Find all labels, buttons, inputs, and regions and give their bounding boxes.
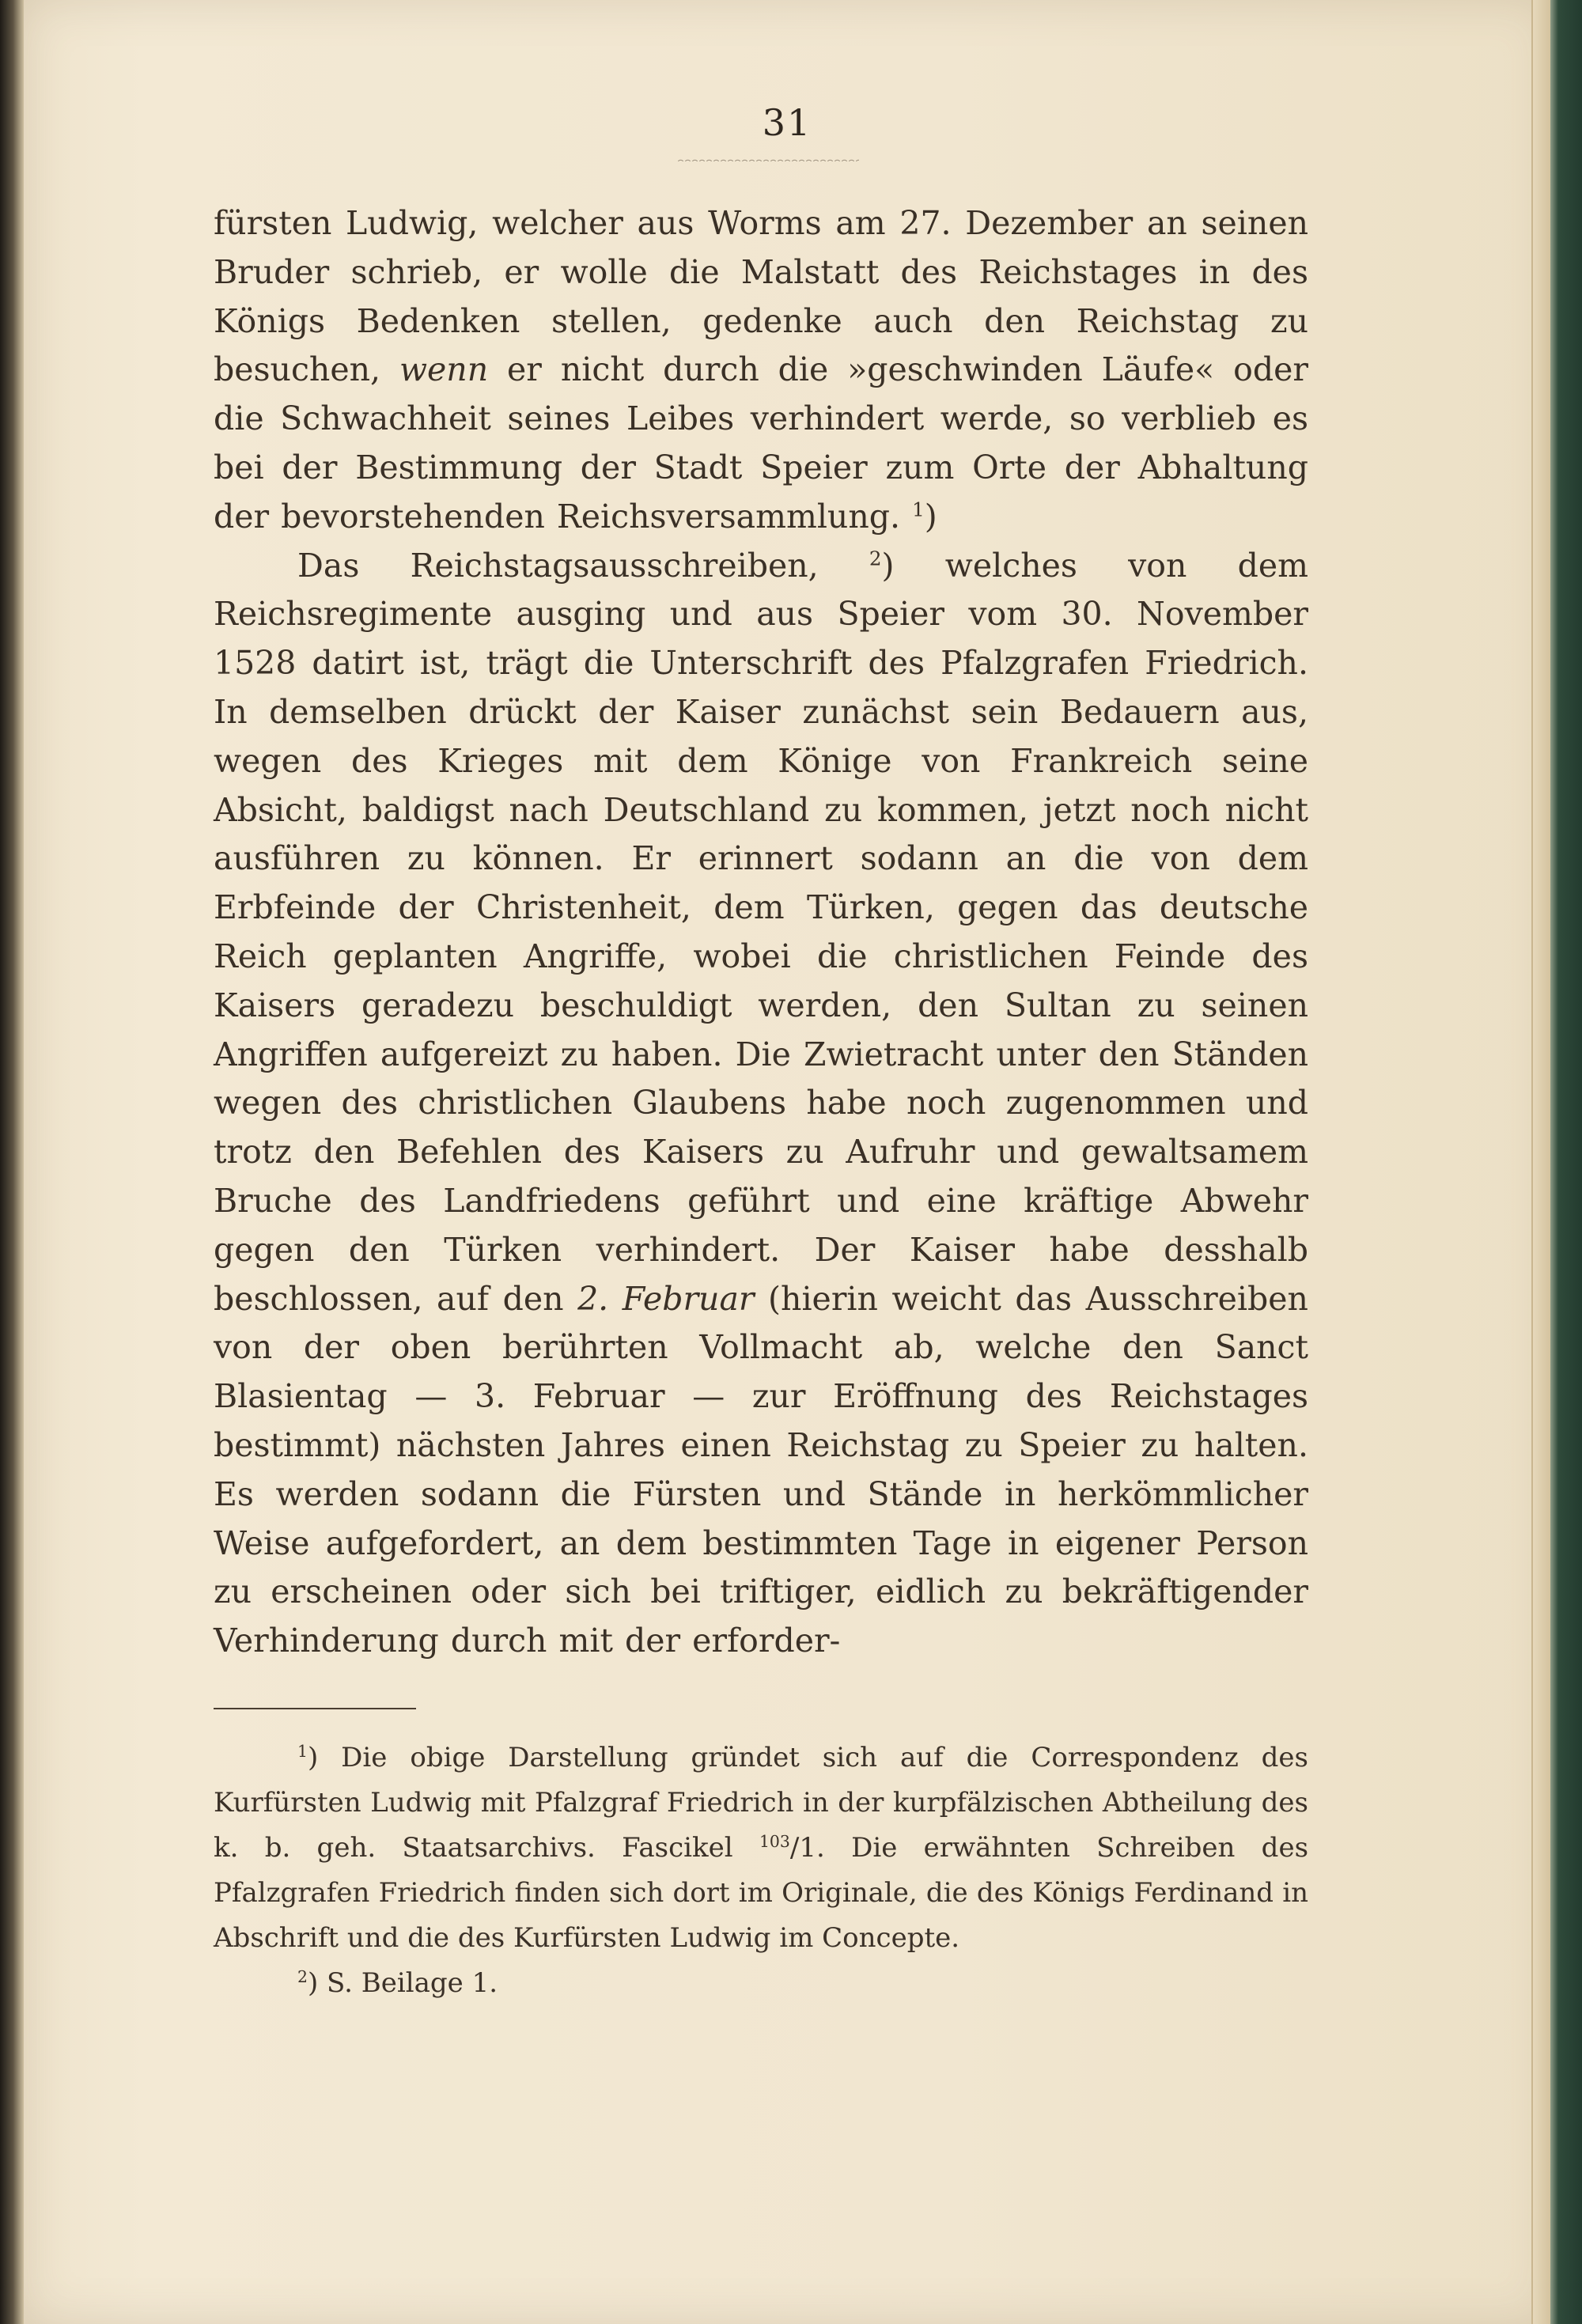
page-number: 31 (762, 101, 812, 144)
book-page (24, 0, 1550, 2324)
footnote-2 (214, 1961, 1308, 2006)
paragraph-1-emphasis: wenn (399, 350, 489, 389)
paragraph-2-text-c: (hierin weicht das Ausschreiben von der oben berührten Vollmacht ab, welche den Sanct Blasientag — 3. Februar — zur Eröffnung des Reichstages bestimmt) nächsten Jahres einen Reichstag zu Speier zu halten. Es werden sodann die Fürsten und Stände in herkömmlicher Weise aufgefordert, an dem bestimmten Tage in eigener Person zu erscheinen oder sich bei triftiger, eidlich zu bekräftigender Verhinderung durch mit der erforder- (214, 1279, 1308, 1660)
footnote-1-fascicle-rest: /1. (789, 1832, 825, 1864)
paragraph-2-text-b: ) welches von dem Reichsregimente ausging und aus Speier vom 30. November 1528 datirt ist, trägt die Unterschrift des Pfalzgrafen Friedrich. In demselben drückt der Kaiser zunächst sein Bedauern aus, wegen des Krieges mit dem Könige von Frankreich seine Absicht, baldigst nach Deutschland zu kommen, jetzt noch nicht ausführen zu können. Er erinnert sodann an die von dem Erbfeinde der Christenheit, dem Türken, gegen das deutsche Reich geplanten Angriffe, wobei die christlichen Feinde des Kaisers geradezu beschuldigt werden, den Sultan zu seinen Angriffen aufgereizt zu haben. Die Zwietracht unter den Ständen wegen des christlichen Glaubens habe noch zugenommen und trotz den Befehlen des Kaisers zu Aufruhr und gewaltsamem Bruche des Landfriedens geführt und eine kräftige Abwehr gegen den Türken verhindert. Der Kaiser habe desshalb beschlossen, auf den (214, 546, 1308, 1318)
paragraph-1-text-c: ) (924, 497, 937, 536)
paragraph-1-text-a: fürsten Ludwig, welcher aus Worms am 27. Dezember an seinen Bruder schrieb, er wolle die Malstatt des Reichstages in des Königs Bedenken stellen, gedenke auch den Reichstag zu besuchen, (214, 204, 1308, 389)
paragraph-2-emphasis-date: 2. Februar (577, 1279, 755, 1318)
footnote-1-text-b: Die erwähnten Schreiben des Pfalzgrafen Friedrich finden sich dort im Originale, die des Königs Ferdinand in Abschrift und die des Kurfürsten Ludwig im Concepte. (214, 1832, 1309, 1954)
footnote-2-text: ) S. Beilage 1. (307, 1967, 498, 1999)
body-text (214, 199, 1308, 1666)
footnote-1 (214, 1735, 1308, 1961)
page-fore-edge (1531, 0, 1550, 2324)
paragraph-2 (214, 542, 1308, 1666)
book-gutter-edge (0, 0, 24, 2324)
footnote-ref-1: 1 (912, 498, 925, 521)
footnote-divider (214, 1708, 416, 1709)
book-cover-edge (1550, 0, 1582, 2324)
footnote-1-fascicle-number: 103 (759, 1831, 790, 1851)
footnote-1-text-a: ) Die obige Darstellung gründet sich auf die Correspondenz des Kurfürsten Ludwig mit Pfalzgraf Friedrich in der kurpfälzischen Abtheilung des k. b. geh. Staatsarchivs. Fascikel (214, 1742, 1308, 1864)
paragraph-1-text-b: er nicht durch die »geschwinden Läufe« oder die Schwachheit seines Leibes verhindert werde, so verblieb es bei der Bestimmung der Stadt Speier zum Orte der Abhaltung der bevorstehenden Reichsversammlung. (214, 350, 1308, 536)
paragraph-1 (214, 199, 1308, 542)
footnote-1-mark: 1 (297, 1741, 308, 1761)
paragraph-2-text-a: Das Reichstagsausschreiben, (297, 546, 819, 585)
footnotes (214, 1735, 1308, 2006)
footnote-2-mark: 2 (297, 1966, 308, 1986)
footnote-ref-2: 2 (869, 546, 882, 570)
page-number-ornament-rule (677, 157, 859, 161)
